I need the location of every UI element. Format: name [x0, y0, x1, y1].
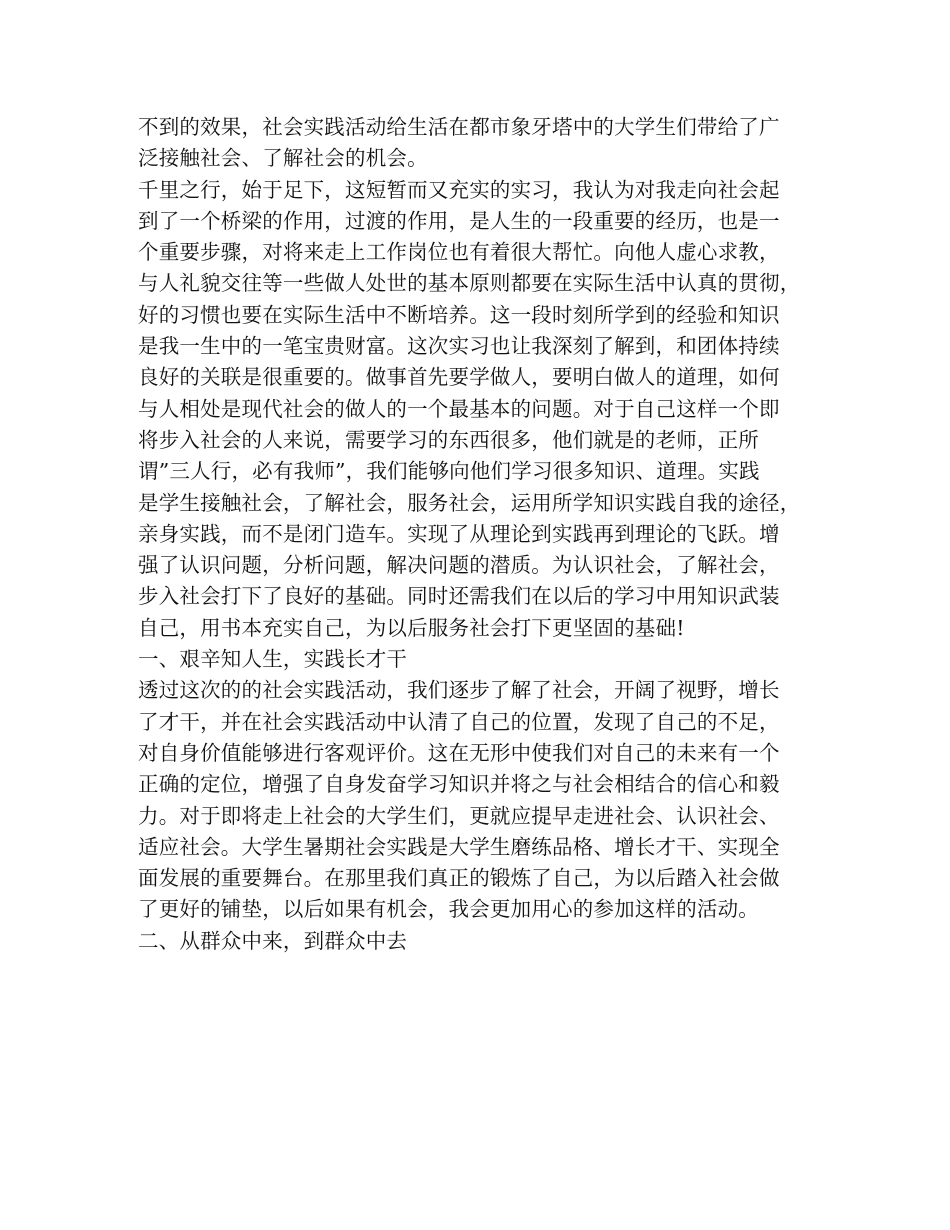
- text-line: 好的习惯也要在实际生活中不断培养。这一段时刻所学到的经验和知识: [138, 302, 780, 327]
- text-line: 是学生接触社会，了解社会，服务社会，运用所学知识实践自我的途径，: [138, 490, 801, 515]
- text-line: 是我一生中的一笔宝贵财富。这次实习也让我深刻了解到，和团体持续: [138, 334, 780, 359]
- text-line: 步入社会打下了良好的基础。同时还需我们在以后的学习中用知识武装: [138, 584, 780, 609]
- text-line: 亲身实践，而不是闭门造车。实现了从理论到实践再到理论的飞跃。增: [138, 521, 780, 546]
- body-text: [138, 112, 838, 957]
- text-line: 适应社会。大学生暑期社会实践是大学生磨练品格、增长才干、实现全: [138, 834, 780, 859]
- text-line: 自己，用书本充实自己，为以后服务社会打下更坚固的基础!: [138, 615, 685, 640]
- section-heading: 二、从群众中来，到群众中去: [138, 928, 408, 953]
- text-line: 千里之行，始于足下，这短暂而又充实的实习，我认为对我走向社会起: [138, 177, 780, 202]
- text-line: 正确的定位，增强了自身发奋学习知识并将之与社会相结合的信心和毅: [138, 772, 780, 797]
- text-line: 谓”三人行，必有我师”，我们能够向他们学习很多知识、道理。实践: [138, 459, 760, 484]
- text-line: 了才干，并在社会实践活动中认清了自己的位置，发现了自己的不足，: [138, 709, 780, 734]
- text-line: 透过这次的的社会实践活动，我们逐步了解了社会，开阔了视野，增长: [138, 678, 780, 703]
- text-line: 对自身价值能够进行客观评价。这在无形中使我们对自己的未来有一个: [138, 740, 780, 765]
- text-line: 了更好的铺垫，以后如果有机会，我会更加用心的参加这样的活动。: [138, 897, 759, 922]
- text-line: 强了认识问题，分析问题，解决问题的潜质。为认识社会，了解社会，: [138, 553, 780, 578]
- text-line: 面发展的重要舞台。在那里我们真正的锻炼了自己，为以后踏入社会做: [138, 866, 780, 891]
- section-heading: 一、艰辛知人生，实践长才干: [138, 647, 408, 672]
- text-line: 与人礼貌交往等一些做人处世的基本原则都要在实际生活中认真的贯彻，: [138, 271, 801, 296]
- text-line: 个重要步骤，对将来走上工作岗位也有着很大帮忙。向他人虚心求教，: [138, 240, 780, 265]
- text-line: 力。对于即将走上社会的大学生们，更就应提早走进社会、认识社会、: [138, 803, 780, 828]
- text-line: 与人相处是现代社会的做人的一个最基本的问题。对于自己这样一个即: [138, 396, 780, 421]
- text-line: 泛接触社会、了解社会的机会。: [138, 146, 428, 171]
- text-line: 将步入社会的人来说，需要学习的东西很多，他们就是的老师，正所: [138, 427, 759, 452]
- text-line: 不到的效果，社会实践活动给生活在都市象牙塔中的大学生们带给了广: [138, 115, 780, 139]
- text-line: 到了一个桥梁的作用，过渡的作用，是人生的一段重要的经历，也是一: [138, 208, 780, 233]
- text-line: 良好的关联是很重要的。做事首先要学做人，要明白做人的道理，如何: [138, 365, 780, 390]
